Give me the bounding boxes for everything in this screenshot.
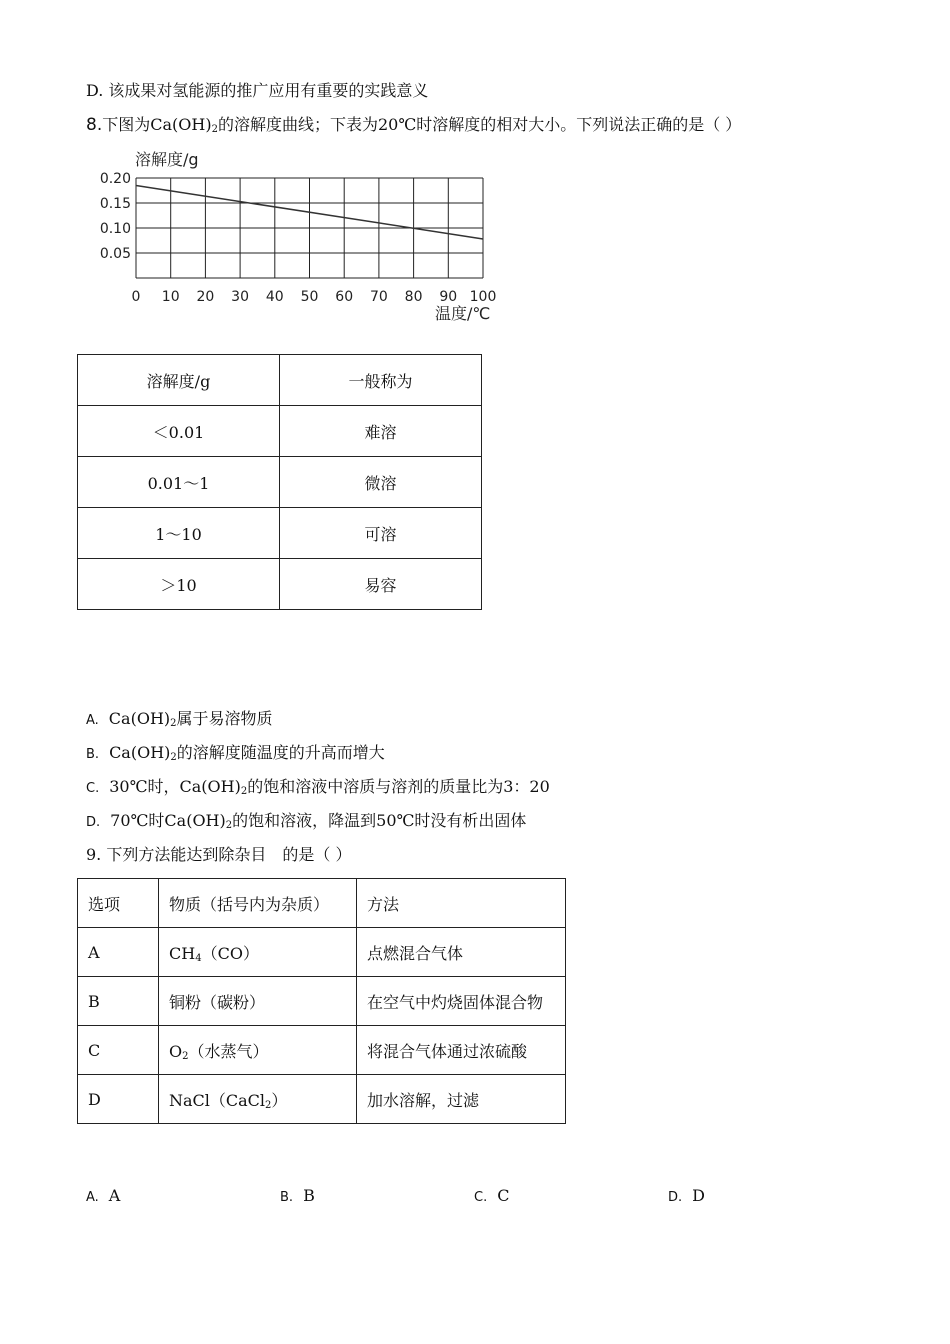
option-text: 的饱和溶液中溶质与溶剂的质量比为3：20 [247,777,550,796]
q8-stem-pre: 下图为Ca(OH) [102,115,212,134]
table-header-row [78,879,566,928]
table-header-substance: 物质（括号内为杂质） [159,879,357,928]
table-row [78,457,482,508]
substance-sub: 4 [195,952,202,964]
option-text: 的溶解度随温度的升高而增大 [176,743,385,762]
x-tick-label: 60 [335,289,354,305]
x-tick-label: 20 [196,289,215,305]
chart-x-ticks [132,289,497,305]
table-header-term: 一般称为 [280,355,482,406]
substance-text: 铜粉（碳粉） [169,992,266,1012]
table-cell: 可溶 [280,508,482,559]
option-label: D. [668,1190,683,1205]
table-row [78,559,482,610]
q8-number: 8. [86,115,103,135]
option-label: A. [86,1190,99,1205]
option-text: D [692,1186,705,1205]
table-cell [159,1026,357,1075]
table-header-option: 选项 [78,879,159,928]
q9-answer-d[interactable] [668,1186,705,1205]
table-cell [159,977,357,1026]
table-row [78,1075,566,1124]
option-label: A. [86,713,99,728]
q7-option-d: D. 该成果对氢能源的推广应用有重要的实践意义 [86,81,429,100]
table-cell: 在空气中灼烧固体混合物 [357,977,566,1026]
table-cell: 易容 [280,559,482,610]
table-header-solubility: 溶解度/g [78,355,280,406]
substance-sub: 2 [182,1050,189,1062]
option-text: 70℃时Ca(OH) [110,811,226,830]
table-cell: 难溶 [280,406,482,457]
option-text: 属于易溶物质 [176,709,273,728]
option-label: B. [280,1190,294,1205]
table-row [78,1026,566,1075]
option-text: 的饱和溶液，降温到50℃时没有析出固体 [232,811,527,830]
table-header-method: 方法 [357,879,566,928]
q8-option-d[interactable] [86,811,526,836]
substance-text: （CO） [201,943,259,963]
solubility-chart [90,145,520,330]
x-tick-label: 30 [231,289,250,305]
table-row [78,508,482,559]
option-text: 30℃时，Ca(OH) [109,777,241,796]
x-tick-label: 90 [439,289,458,305]
q9-answer-c[interactable] [474,1186,509,1205]
q8-stem-post: 的溶解度曲线；下表为20℃时溶解度的相对大小。下列说法正确的是（ ） [217,115,742,134]
x-tick-label: 40 [265,289,284,305]
table-cell: 加水溶解，过滤 [357,1075,566,1124]
table-cell: 0.01～1 [78,457,280,508]
table-cell: ＜0.01 [78,406,280,457]
table-cell: B [78,977,159,1026]
table-cell: D [78,1075,159,1124]
table-cell [159,1075,357,1124]
substance-text: NaCl（CaCl [169,1090,266,1110]
solubility-table [77,354,482,610]
option-text: B [303,1186,315,1205]
q8-option-b[interactable] [86,743,385,768]
table-header-row [78,355,482,406]
substance-text: O [169,1041,183,1061]
q9-answer-a[interactable] [86,1186,120,1205]
option-text: Ca(OH) [108,709,171,728]
chart-ylabel: 溶解度/g [135,150,199,169]
separation-table [77,878,566,1124]
option-sub: 2 [240,786,248,797]
substance-text: CH [169,943,196,963]
substance-sub: 2 [265,1099,272,1111]
option-label: B. [86,747,100,762]
option-sub: 2 [170,752,177,763]
x-tick-label: 50 [300,289,319,305]
q8-stem-sub: 2 [211,124,218,135]
option-sub: 2 [170,718,177,729]
option-text: C [497,1186,510,1205]
table-cell: 1～10 [78,508,280,559]
option-text: Ca(OH) [109,743,171,762]
option-label: C. [86,781,100,796]
table-row [78,977,566,1026]
x-tick-label: 70 [369,289,388,305]
option-label: C. [474,1190,488,1205]
x-tick-label: 10 [161,289,180,305]
table-cell: C [78,1026,159,1075]
y-tick-label: 0.10 [99,221,131,237]
q9-answer-b[interactable] [280,1186,315,1205]
substance-text: ） [271,1090,288,1110]
table-cell: 点燃混合气体 [357,928,566,977]
y-tick-label: 0.05 [99,246,131,262]
q8-stem [86,115,741,140]
y-tick-label: 0.20 [99,171,131,187]
q8-option-c[interactable] [86,777,550,802]
table-cell: 微溶 [280,457,482,508]
table-cell [159,928,357,977]
chart-xlabel: 温度/℃ [435,304,491,323]
option-label: D. [86,815,101,830]
x-tick-label: 0 [131,289,141,305]
option-sub: 2 [225,820,233,831]
q8-option-a[interactable] [86,709,273,734]
table-row [78,928,566,977]
table-cell: 将混合气体通过浓硫酸 [357,1026,566,1075]
x-tick-label: 80 [404,289,423,305]
x-tick-label: 100 [469,289,497,305]
substance-text: （水蒸气） [188,1041,269,1061]
q9-stem: 9. 下列方法能达到除杂目 的是（ ） [86,845,352,864]
table-row [78,406,482,457]
option-text: A [108,1186,121,1205]
table-cell: A [78,928,159,977]
table-cell: ＞10 [78,559,280,610]
chart-y-ticks [100,171,131,262]
y-tick-label: 0.15 [99,196,131,212]
